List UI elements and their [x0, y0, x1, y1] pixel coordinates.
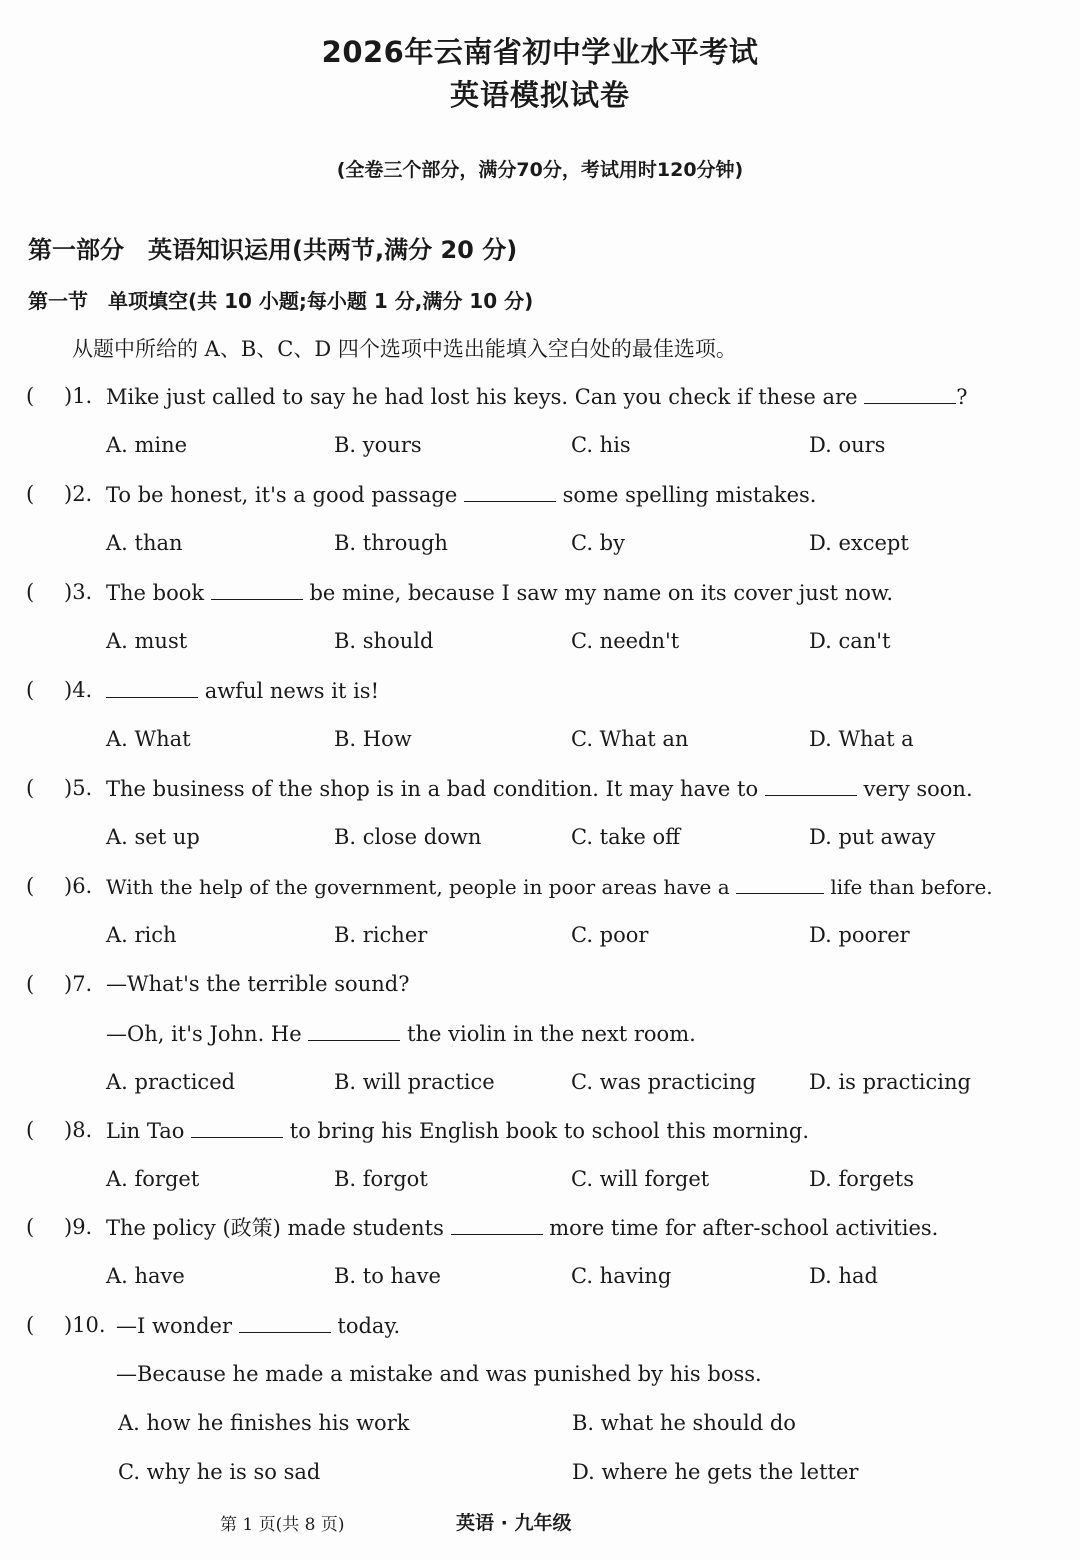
- option-d[interactable]: D. can't: [809, 629, 891, 653]
- option-c[interactable]: C. poor: [571, 923, 649, 947]
- option-c[interactable]: C. having: [571, 1264, 672, 1288]
- option-c[interactable]: C. needn't: [571, 629, 680, 653]
- question-text: The policy (政策) made students more time for after-school activities.: [106, 1212, 938, 1243]
- question-text: Lin Tao to bring his English book to school this morning.: [106, 1115, 809, 1146]
- question-6: [26, 871, 993, 901]
- option-a[interactable]: A. how he finishes his work: [118, 1411, 410, 1435]
- question-number: )1.: [64, 384, 93, 408]
- option-b[interactable]: B. should: [334, 629, 434, 653]
- option-d[interactable]: D. had: [809, 1264, 878, 1288]
- option-b[interactable]: B. How: [334, 727, 412, 751]
- question-text: The book be mine, because I saw my name on its cover just now.: [106, 577, 893, 608]
- question-number: )3.: [64, 580, 93, 604]
- question-text: The business of the shop is in a bad condition. It may have to very soon.: [106, 773, 973, 804]
- instruction: 从题中所给的 A、B、C、D 四个选项中选出能填入空白处的最佳选项。: [72, 337, 737, 361]
- question-text: To be honest, it's a good passage some spelling mistakes.: [106, 479, 817, 510]
- answer-blank: [191, 1115, 283, 1138]
- answer-blank: [765, 773, 857, 796]
- question-text: With the help of the government, people in poor areas have a life than before.: [106, 871, 993, 902]
- question-9: [26, 1212, 939, 1242]
- option-b[interactable]: B. will practice: [334, 1070, 495, 1094]
- option-d[interactable]: D. put away: [809, 825, 936, 849]
- option-c[interactable]: C. What an: [571, 727, 689, 751]
- option-b[interactable]: B. close down: [334, 825, 482, 849]
- option-b[interactable]: B. to have: [334, 1264, 441, 1288]
- option-d[interactable]: D. is practicing: [809, 1070, 971, 1094]
- part-heading: 第一部分 英语知识运用(共两节,满分 20 分): [28, 236, 518, 264]
- answer-blank: [239, 1310, 331, 1333]
- option-c[interactable]: C. will forget: [571, 1167, 710, 1191]
- answer-paren[interactable]: (: [26, 1118, 35, 1142]
- answer-paren[interactable]: (: [26, 1313, 35, 1337]
- answer-paren[interactable]: (: [26, 482, 35, 506]
- answer-paren[interactable]: (: [26, 580, 35, 604]
- question-number: )7.: [64, 972, 93, 996]
- answer-blank: [308, 1018, 400, 1041]
- section-heading: 第一节 单项填空(共 10 小题;每小题 1 分,满分 10 分): [28, 289, 534, 313]
- option-a[interactable]: A. set up: [106, 825, 200, 849]
- option-b[interactable]: B. yours: [334, 433, 422, 457]
- option-c[interactable]: C. why he is so sad: [118, 1460, 321, 1484]
- option-d[interactable]: D. poorer: [809, 923, 910, 947]
- option-d[interactable]: D. What a: [809, 727, 914, 751]
- answer-blank: [864, 381, 956, 404]
- option-d[interactable]: D. where he gets the letter: [572, 1460, 859, 1484]
- option-b[interactable]: B. forgot: [334, 1167, 428, 1191]
- option-c[interactable]: C. take off: [571, 825, 681, 849]
- question-10: [26, 1310, 401, 1340]
- option-a[interactable]: A. than: [106, 531, 183, 555]
- question-number: )9.: [64, 1215, 93, 1239]
- question-number: )10.: [64, 1313, 106, 1337]
- exam-info: (全卷三个部分，满分70分，考试用时120分钟): [336, 159, 744, 181]
- question-3: [26, 577, 894, 607]
- question-4: [26, 675, 380, 705]
- answer-paren[interactable]: (: [26, 384, 35, 408]
- answer-blank: [106, 675, 198, 698]
- exam-title: 2026年云南省初中学业水平考试: [321, 35, 759, 69]
- question-7-reply: —Oh, it's John. He the violin in the next room.: [106, 1018, 696, 1048]
- option-a[interactable]: A. must: [106, 629, 188, 653]
- answer-blank: [736, 871, 824, 894]
- question-5: [26, 773, 973, 803]
- option-b[interactable]: B. through: [334, 531, 448, 555]
- question-text: Mike just called to say he had lost his keys. Can you check if these are ?: [106, 381, 967, 412]
- answer-paren[interactable]: (: [26, 776, 35, 800]
- question-number: )6.: [64, 874, 93, 898]
- option-d[interactable]: D. forgets: [809, 1167, 914, 1191]
- answer-paren[interactable]: (: [26, 874, 35, 898]
- option-a[interactable]: A. have: [106, 1264, 185, 1288]
- question-number: )4.: [64, 678, 93, 702]
- question-10-reply: —Because he made a mistake and was punished by his boss.: [116, 1362, 762, 1386]
- question-text: —What's the terrible sound?: [106, 972, 410, 996]
- option-a[interactable]: A. mine: [106, 433, 188, 457]
- answer-paren[interactable]: (: [26, 1215, 35, 1239]
- option-a[interactable]: A. rich: [106, 923, 177, 947]
- option-b[interactable]: B. richer: [334, 923, 428, 947]
- subject-label: 英语 · 九年级: [456, 1512, 572, 1534]
- exam-subtitle-title: 英语模拟试卷: [449, 78, 630, 112]
- question-2: [26, 479, 817, 509]
- option-a[interactable]: A. forget: [106, 1167, 200, 1191]
- question-7: [26, 969, 410, 999]
- question-number: )5.: [64, 776, 93, 800]
- question-text: awful news it is!: [106, 675, 379, 706]
- answer-paren[interactable]: (: [26, 678, 35, 702]
- question-1: [26, 381, 968, 411]
- option-d[interactable]: D. ours: [809, 433, 886, 457]
- option-c[interactable]: C. his: [571, 433, 631, 457]
- question-number: )2.: [64, 482, 93, 506]
- answer-blank: [211, 577, 303, 600]
- option-b[interactable]: B. what he should do: [572, 1411, 796, 1435]
- answer-blank: [464, 479, 556, 502]
- option-a[interactable]: A. practiced: [106, 1070, 236, 1094]
- answer-paren[interactable]: (: [26, 972, 35, 996]
- option-c[interactable]: C. was practicing: [571, 1070, 756, 1094]
- question-8: [26, 1115, 810, 1145]
- page-number: 第 1 页(共 8 页): [220, 1515, 345, 1535]
- question-text: —I wonder today.: [116, 1310, 400, 1341]
- question-number: )8.: [64, 1118, 93, 1142]
- option-c[interactable]: C. by: [571, 531, 625, 555]
- option-d[interactable]: D. except: [809, 531, 909, 555]
- answer-blank: [451, 1212, 543, 1235]
- option-a[interactable]: A. What: [106, 727, 191, 751]
